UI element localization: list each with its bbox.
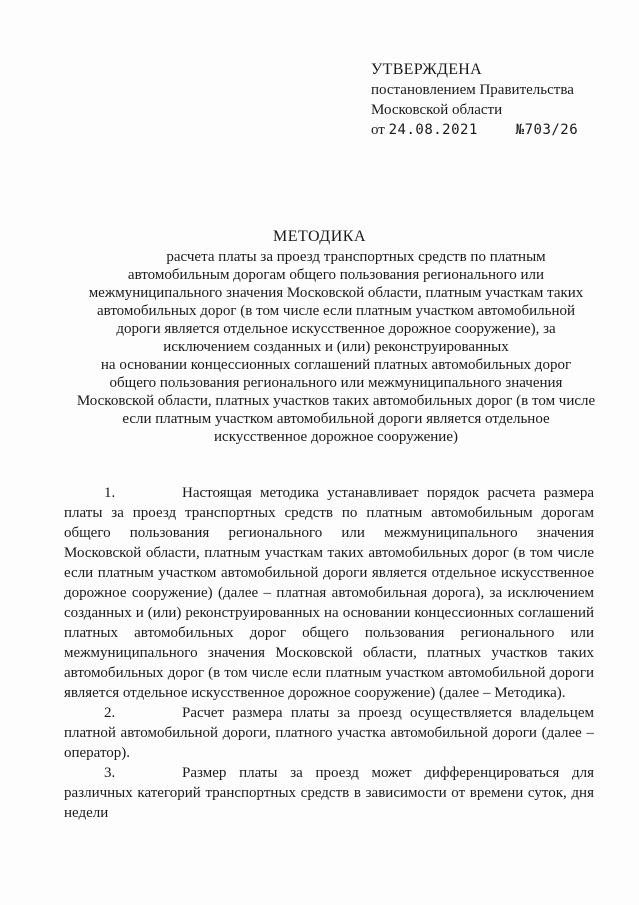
paragraph-number: 3.	[104, 765, 116, 781]
approval-title: УТВЕРЖДЕНА	[371, 61, 483, 78]
approval-number: №703/26	[515, 122, 579, 138]
approval-date-prefix: от	[371, 122, 385, 138]
document-subtitle	[56, 248, 616, 446]
paragraph-number: 2.	[104, 705, 116, 721]
paragraph-2	[64, 703, 594, 763]
paragraph-text: Расчет размера платы за проезд осуществляется владельцем платной автомобильной дороги, платного участка автомобильной дороги (далее – оператор).	[64, 705, 594, 761]
paragraph-number: 1.	[104, 485, 116, 501]
paragraph-3	[64, 763, 594, 823]
subtitle-line: если платным участком автомобильной дороги является отдельное	[122, 411, 550, 427]
subtitle-line: автомобильных дорог (в том числе если платным участком автомобильной	[96, 303, 576, 319]
paragraph-text: Настоящая методика устанавливает порядок расчета размера платы за проезд транспортных средств по платным автомобильным дорогам общего пользования регионального или межмуниципального значения Московской области, платным участкам таких автомобильных дорог (в том числе если платным участком автомобильной дороги является отдельное искусственное дорожное сооружение) (далее – платная автомобильная дорога), за исключением созданных и (или) реконструированных на основании концессионных соглашений платных автомобильных дорог общего пользования регионального или межмуниципального значения Московской области, платных участков таких автомобильных дорог (в том числе если платным участком автомобильной дороги является отдельное искусственное дорожное сооружение) (далее – Методика).	[64, 485, 594, 701]
subtitle-line: межмуниципального значения Московской области, платным участкам таких	[88, 285, 584, 301]
paragraph-text: Размер платы за проезд может дифференцироваться для различных категорий транспортных средств в зависимости от времени суток, дня недели	[64, 765, 594, 821]
paragraph-1	[64, 483, 594, 703]
subtitle-line: Московской области, платных участков таких автомобильных дорог (в том числе	[76, 393, 596, 409]
subtitle-line: дороги является отдельное искусственное дорожное сооружение), за	[116, 321, 556, 337]
document-title: МЕТОДИКА	[272, 228, 366, 245]
subtitle-line: расчета платы за проезд транспортных средств по платным	[166, 249, 546, 265]
approval-date: 24.08.2021	[388, 122, 478, 138]
approval-date-line	[371, 120, 621, 140]
subtitle-line: искусственное дорожное сооружение)	[214, 429, 458, 445]
approval-line-1: постановлением Правительства	[371, 82, 574, 98]
approval-line-2: Московской области	[371, 102, 503, 118]
subtitle-line: исключением созданных и (или) реконструированных	[163, 339, 509, 355]
approval-stamp	[371, 60, 621, 140]
subtitle-line: общего пользования регионального или межмуниципального значения	[109, 375, 563, 391]
subtitle-line: на основании концессионных соглашений платных автомобильных дорог	[100, 357, 572, 373]
document-body	[64, 483, 594, 823]
subtitle-line: автомобильным дорогам общего пользования регионального или	[127, 267, 545, 283]
